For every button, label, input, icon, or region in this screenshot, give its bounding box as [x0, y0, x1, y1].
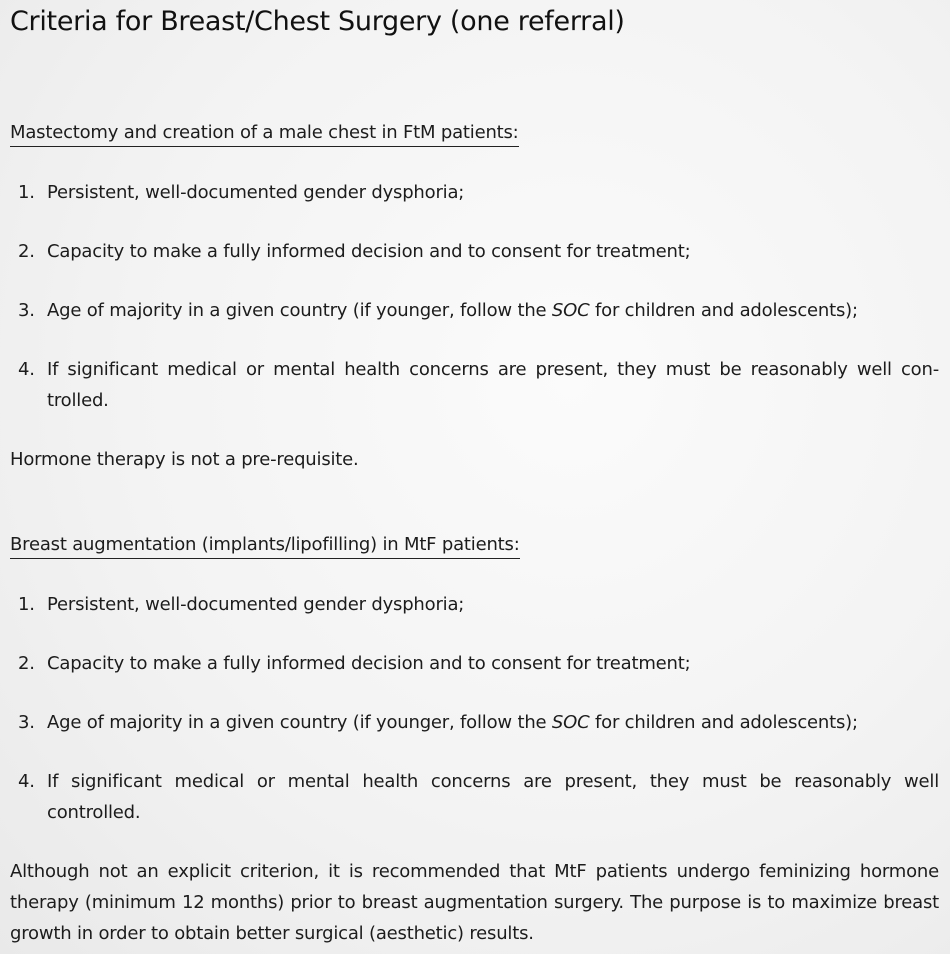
- soc-emphasis: SOC: [551, 712, 590, 733]
- list-item-text: Persistent, well-documented gender dysphoria;: [47, 182, 465, 203]
- list-item-text: Age of majority in a given country (if younger, follow the SOC for children and adolescents);: [47, 300, 858, 321]
- list-item-number: 2.: [18, 241, 35, 262]
- list-item-text: Capacity to make a fully informed decision and to consent for treatment;: [47, 241, 691, 262]
- list-item-number: 1.: [18, 594, 35, 615]
- page-title: Criteria for Breast/Chest Surgery (one referral): [10, 6, 625, 37]
- list-item: [18, 236, 939, 267]
- list-item-text: If significant medical or mental health concerns are present, they must be reasonably well controlled.: [47, 771, 939, 823]
- list-item-number: 2.: [18, 653, 35, 674]
- soc-emphasis: SOC: [551, 300, 590, 321]
- list-item: [18, 589, 939, 620]
- list-item: [18, 766, 939, 828]
- section-heading-mtf: Breast augmentation (implants/lipofilling) in MtF patients:: [10, 534, 520, 559]
- list-item: [18, 354, 939, 416]
- list-item-number: 3.: [18, 712, 35, 733]
- list-item-number: 4.: [18, 771, 35, 792]
- section-note-mtf: Although not an explicit criterion, it is recommended that MtF patients undergo feminizing hormone therapy (minimum 12 months) prior to breast augmentation surgery. The purpose is to maximize breast growth in order to obtain better surgical (aesthetic) results.: [10, 861, 939, 944]
- list-item-text: Age of majority in a given country (if younger, follow the SOC for children and adolescents);: [47, 712, 858, 733]
- list-item: [18, 707, 939, 738]
- list-item-text: If significant medical or mental health concerns are present, they must be reasonably well con-trolled.: [47, 359, 939, 411]
- section-note-ftm: Hormone therapy is not a pre-requisite.: [10, 449, 359, 470]
- list-item-text: Persistent, well-documented gender dysphoria;: [47, 594, 465, 615]
- list-item-number: 4.: [18, 359, 35, 380]
- section-heading-ftm: Mastectomy and creation of a male chest in FtM patients:: [10, 122, 519, 147]
- list-item-number: 1.: [18, 182, 35, 203]
- list-item-number: 3.: [18, 300, 35, 321]
- list-item: [18, 177, 939, 208]
- list-item: [18, 648, 939, 679]
- list-item-text: Capacity to make a fully informed decision and to consent for treatment;: [47, 653, 691, 674]
- list-item: [18, 295, 939, 326]
